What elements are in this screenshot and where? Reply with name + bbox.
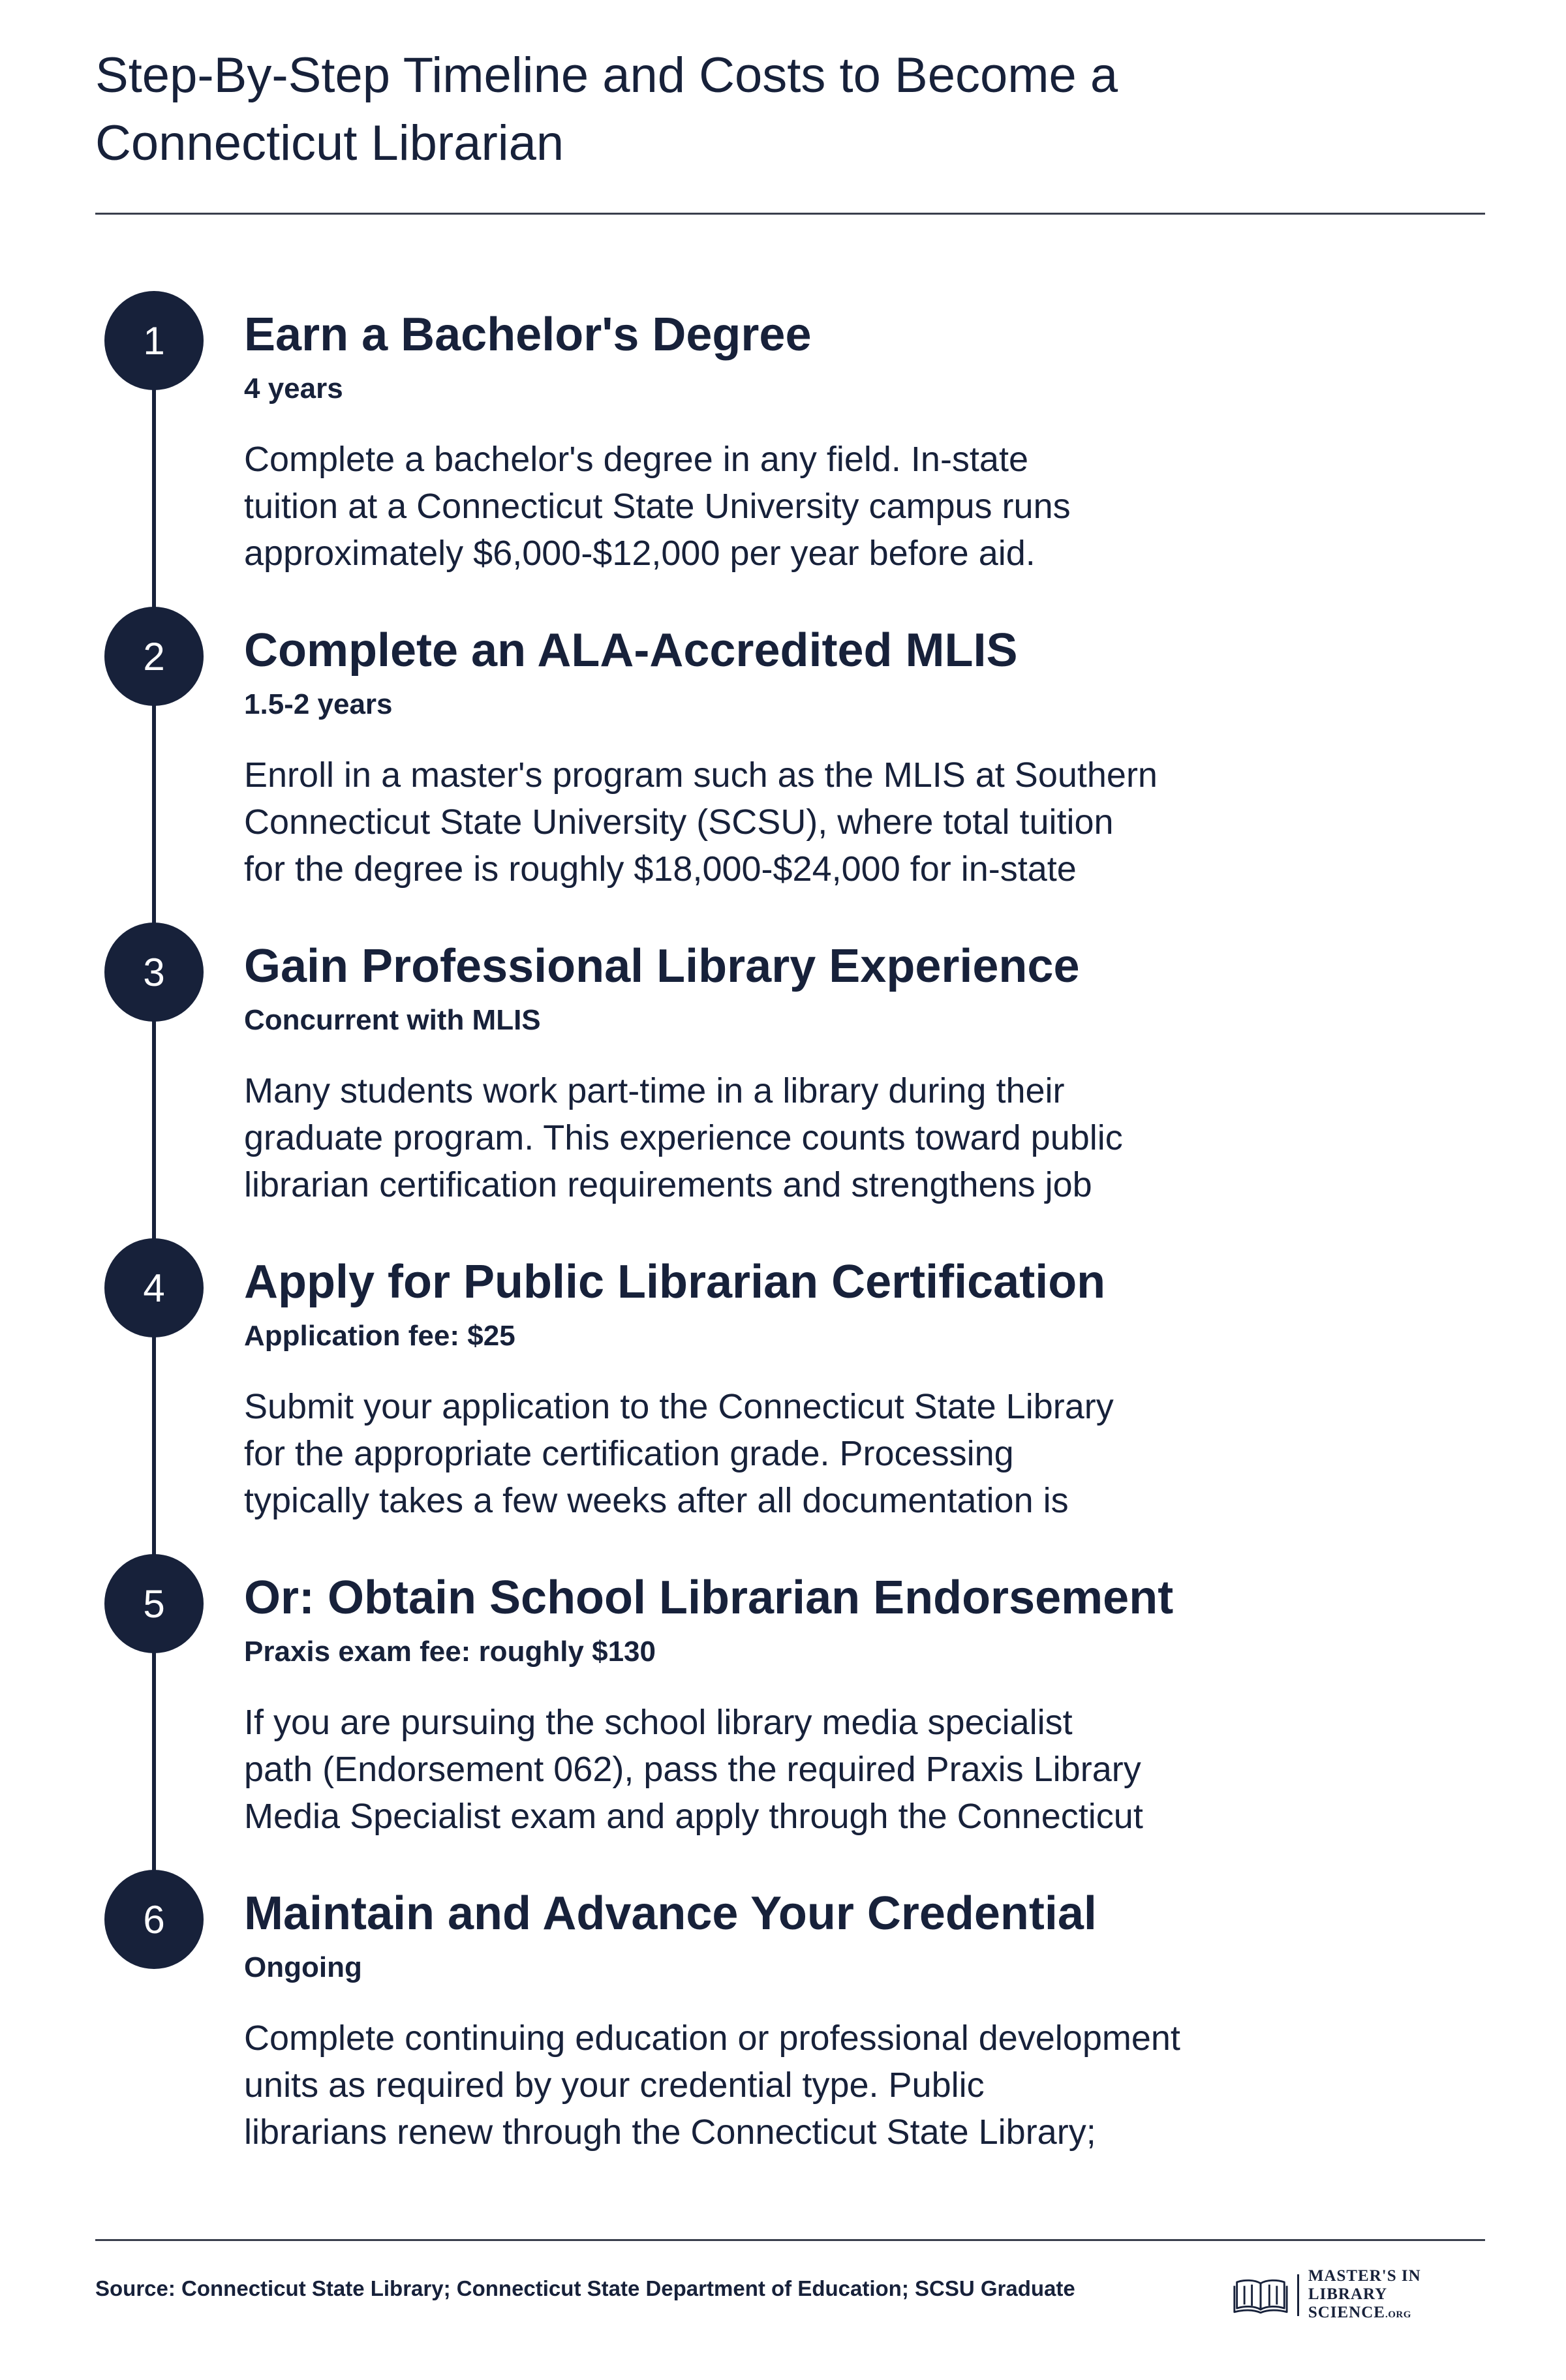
step-description-line: tuition at a Connecticut State University campus runs [244, 487, 1071, 526]
step-meta: Concurrent with MLIS [244, 1004, 541, 1036]
timeline-step-1 [0, 291, 1566, 604]
step-number-badge: 2 [104, 607, 204, 706]
step-number-badge: 4 [104, 1238, 204, 1337]
step-number-badge: 6 [104, 1870, 204, 1969]
step-description-line: librarians renew through the Connecticut State Library; [244, 2113, 1096, 2152]
open-book-icon [1232, 2275, 1289, 2315]
step-title: Complete an ALA-Accredited MLIS [244, 624, 1018, 677]
step-description-line: path (Endorsement 062), pass the required Praxis Library [244, 1750, 1141, 1789]
step-description [244, 1383, 1262, 1524]
logo-line-2: LIBRARY SCIENCE [1308, 2285, 1387, 2321]
step-description-line: Submit your application to the Connecticut State Library [244, 1387, 1114, 1426]
step-description-line: units as required by your credential type. Public [244, 2066, 985, 2105]
page-title [95, 42, 1335, 177]
footer-divider [95, 2239, 1485, 2241]
logo-wordmark [1308, 2267, 1486, 2324]
step-title: Or: Obtain School Librarian Endorsement [244, 1572, 1174, 1624]
logo-divider [1297, 2274, 1299, 2316]
step-meta: Praxis exam fee: roughly $130 [244, 1636, 656, 1668]
step-description-line: Complete continuing education or professional development [244, 2019, 1180, 2058]
step-number-badge: 3 [104, 923, 204, 1022]
timeline-step-4 [0, 1238, 1566, 1551]
step-description [244, 752, 1262, 892]
step-description [244, 1699, 1262, 1840]
step-description [244, 2015, 1262, 2156]
step-description-line: Media Specialist exam and apply through the Connecticut [244, 1797, 1143, 1836]
step-title: Gain Professional Library Experience [244, 940, 1080, 992]
step-description [244, 436, 1262, 577]
timeline-step-2 [0, 607, 1566, 920]
step-description [244, 1067, 1262, 1208]
source-citation: Source: Connecticut State Library; Connecticut State Department of Education; SCSU Graduate [95, 2276, 1075, 2300]
step-title: Earn a Bachelor's Degree [244, 309, 812, 361]
step-description-line: librarian certification requirements and strengthens job [244, 1165, 1092, 1204]
site-logo [1232, 2266, 1486, 2321]
step-number-badge: 1 [104, 291, 204, 390]
step-description-line: for the appropriate certification grade. Processing [244, 1434, 1014, 1473]
step-description-line: typically takes a few weeks after all documentation is [244, 1481, 1069, 1520]
header-divider [95, 213, 1485, 215]
step-description-line: Connecticut State University (SCSU), where total tuition [244, 802, 1114, 842]
step-meta: Ongoing [244, 1951, 362, 1983]
step-title: Apply for Public Librarian Certification [244, 1256, 1106, 1308]
step-meta: Application fee: $25 [244, 1320, 515, 1352]
step-description-line: for the degree is roughly $18,000-$24,000 for in-state [244, 849, 1077, 889]
step-description-line: Enroll in a master's program such as the MLIS at Southern [244, 755, 1158, 795]
step-description-line: graduate program. This experience counts toward public [244, 1118, 1123, 1157]
step-number-badge: 5 [104, 1554, 204, 1653]
timeline-step-6 [0, 1870, 1566, 2183]
step-meta: 1.5-2 years [244, 688, 393, 720]
page-title-line-1: Step-By-Step Timeline and Costs to Become a [95, 48, 1118, 103]
step-description-line: If you are pursuing the school library media specialist [244, 1703, 1073, 1742]
step-description-line: approximately $6,000-$12,000 per year before aid. [244, 534, 1036, 573]
timeline-step-3 [0, 923, 1566, 1236]
page-title-line-2: Connecticut Librarian [95, 115, 564, 171]
step-title: Maintain and Advance Your Credential [244, 1887, 1097, 1940]
logo-line-1: MASTER'S IN [1308, 2266, 1421, 2285]
step-description-line: Complete a bachelor's degree in any field. In-state [244, 440, 1029, 479]
timeline-step-5 [0, 1554, 1566, 1867]
logo-suffix: .ORG [1385, 2309, 1411, 2320]
step-description-line: Many students work part-time in a library during their [244, 1071, 1065, 1110]
step-meta: 4 years [244, 373, 343, 404]
